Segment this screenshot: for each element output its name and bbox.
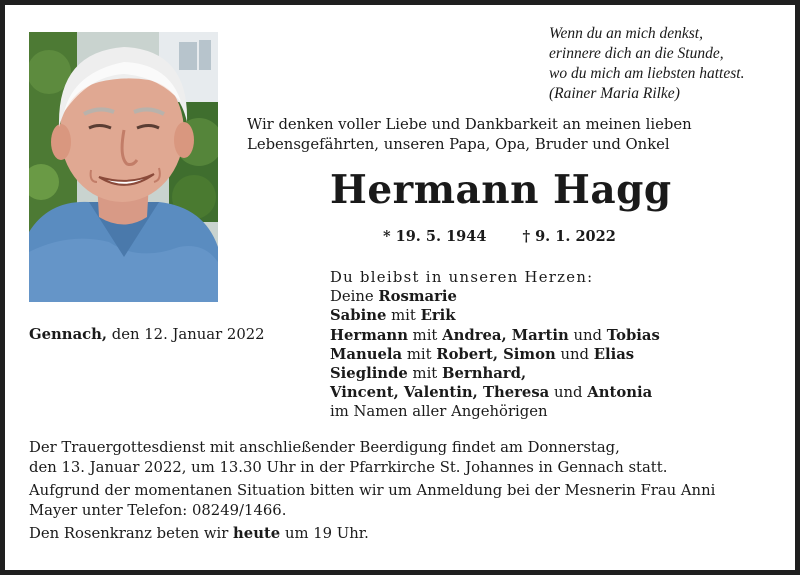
mourners-heading: Du bleibst in unseren Herzen: [330,269,594,286]
mourner-line: Vincent, Valentin, Theresa und Antonia [330,384,653,402]
mourner-line: Hermann mit Andrea, Martin und Tobias [330,326,660,344]
quote-line: wo du mich am liebsten hattest. [549,65,745,82]
mourner-line: Sieglinde mit Bernhard, [330,365,527,383]
birth-date: * 19. 5. 1944 [383,228,487,245]
service-notice [29,438,715,548]
mourner-line: Manuela mit Robert, Simon und Elias [330,345,635,363]
mourners-closing: im Namen aller Angehörigen [330,403,548,421]
notice-date: den 12. Januar 2022 [111,326,265,343]
mourner-line: Deine Rosmarie [330,288,457,306]
mourners-list [330,268,660,422]
intro-text [247,115,692,155]
service-paragraph: Der Trauergottesdienst mit anschließender Beerdigung findet am Donnerstag, den 13. Januar 2022, um 13.30 Uhr in der Pfarrkirche St. Johannes in Gennach statt. [29,439,668,476]
rosary-paragraph: Den Rosenkranz beten wir heute um 19 Uhr. [29,525,369,542]
quote-line: erinnere dich an die Stunde, [549,45,724,62]
portrait-photo [29,32,218,302]
deceased-name: Hermann Hagg [330,167,672,213]
poem-quote [549,24,799,104]
intro-line: Wir denken voller Liebe und Dankbarkeit an meinen lieben [247,116,692,133]
registration-paragraph: Aufgrund der momentanen Situation bitten wir um Anmeldung bei der Mesnerin Frau Anni Mayer unter Telefon: 08249/1466. [29,482,716,519]
quote-line: Wenn du an mich denkst, [549,25,703,42]
life-dates [383,227,616,247]
portrait-photo-icon [29,32,218,302]
death-date: † 9. 1. 2022 [522,228,616,245]
place-date [29,325,265,345]
quote-author: (Rainer Maria Rilke) [549,85,680,102]
intro-line: Lebensgefährten, unseren Papa, Opa, Bruder und Onkel [247,136,670,153]
mourner-line: Sabine mit Erik [330,307,456,325]
place-name: Gennach, [29,326,108,343]
